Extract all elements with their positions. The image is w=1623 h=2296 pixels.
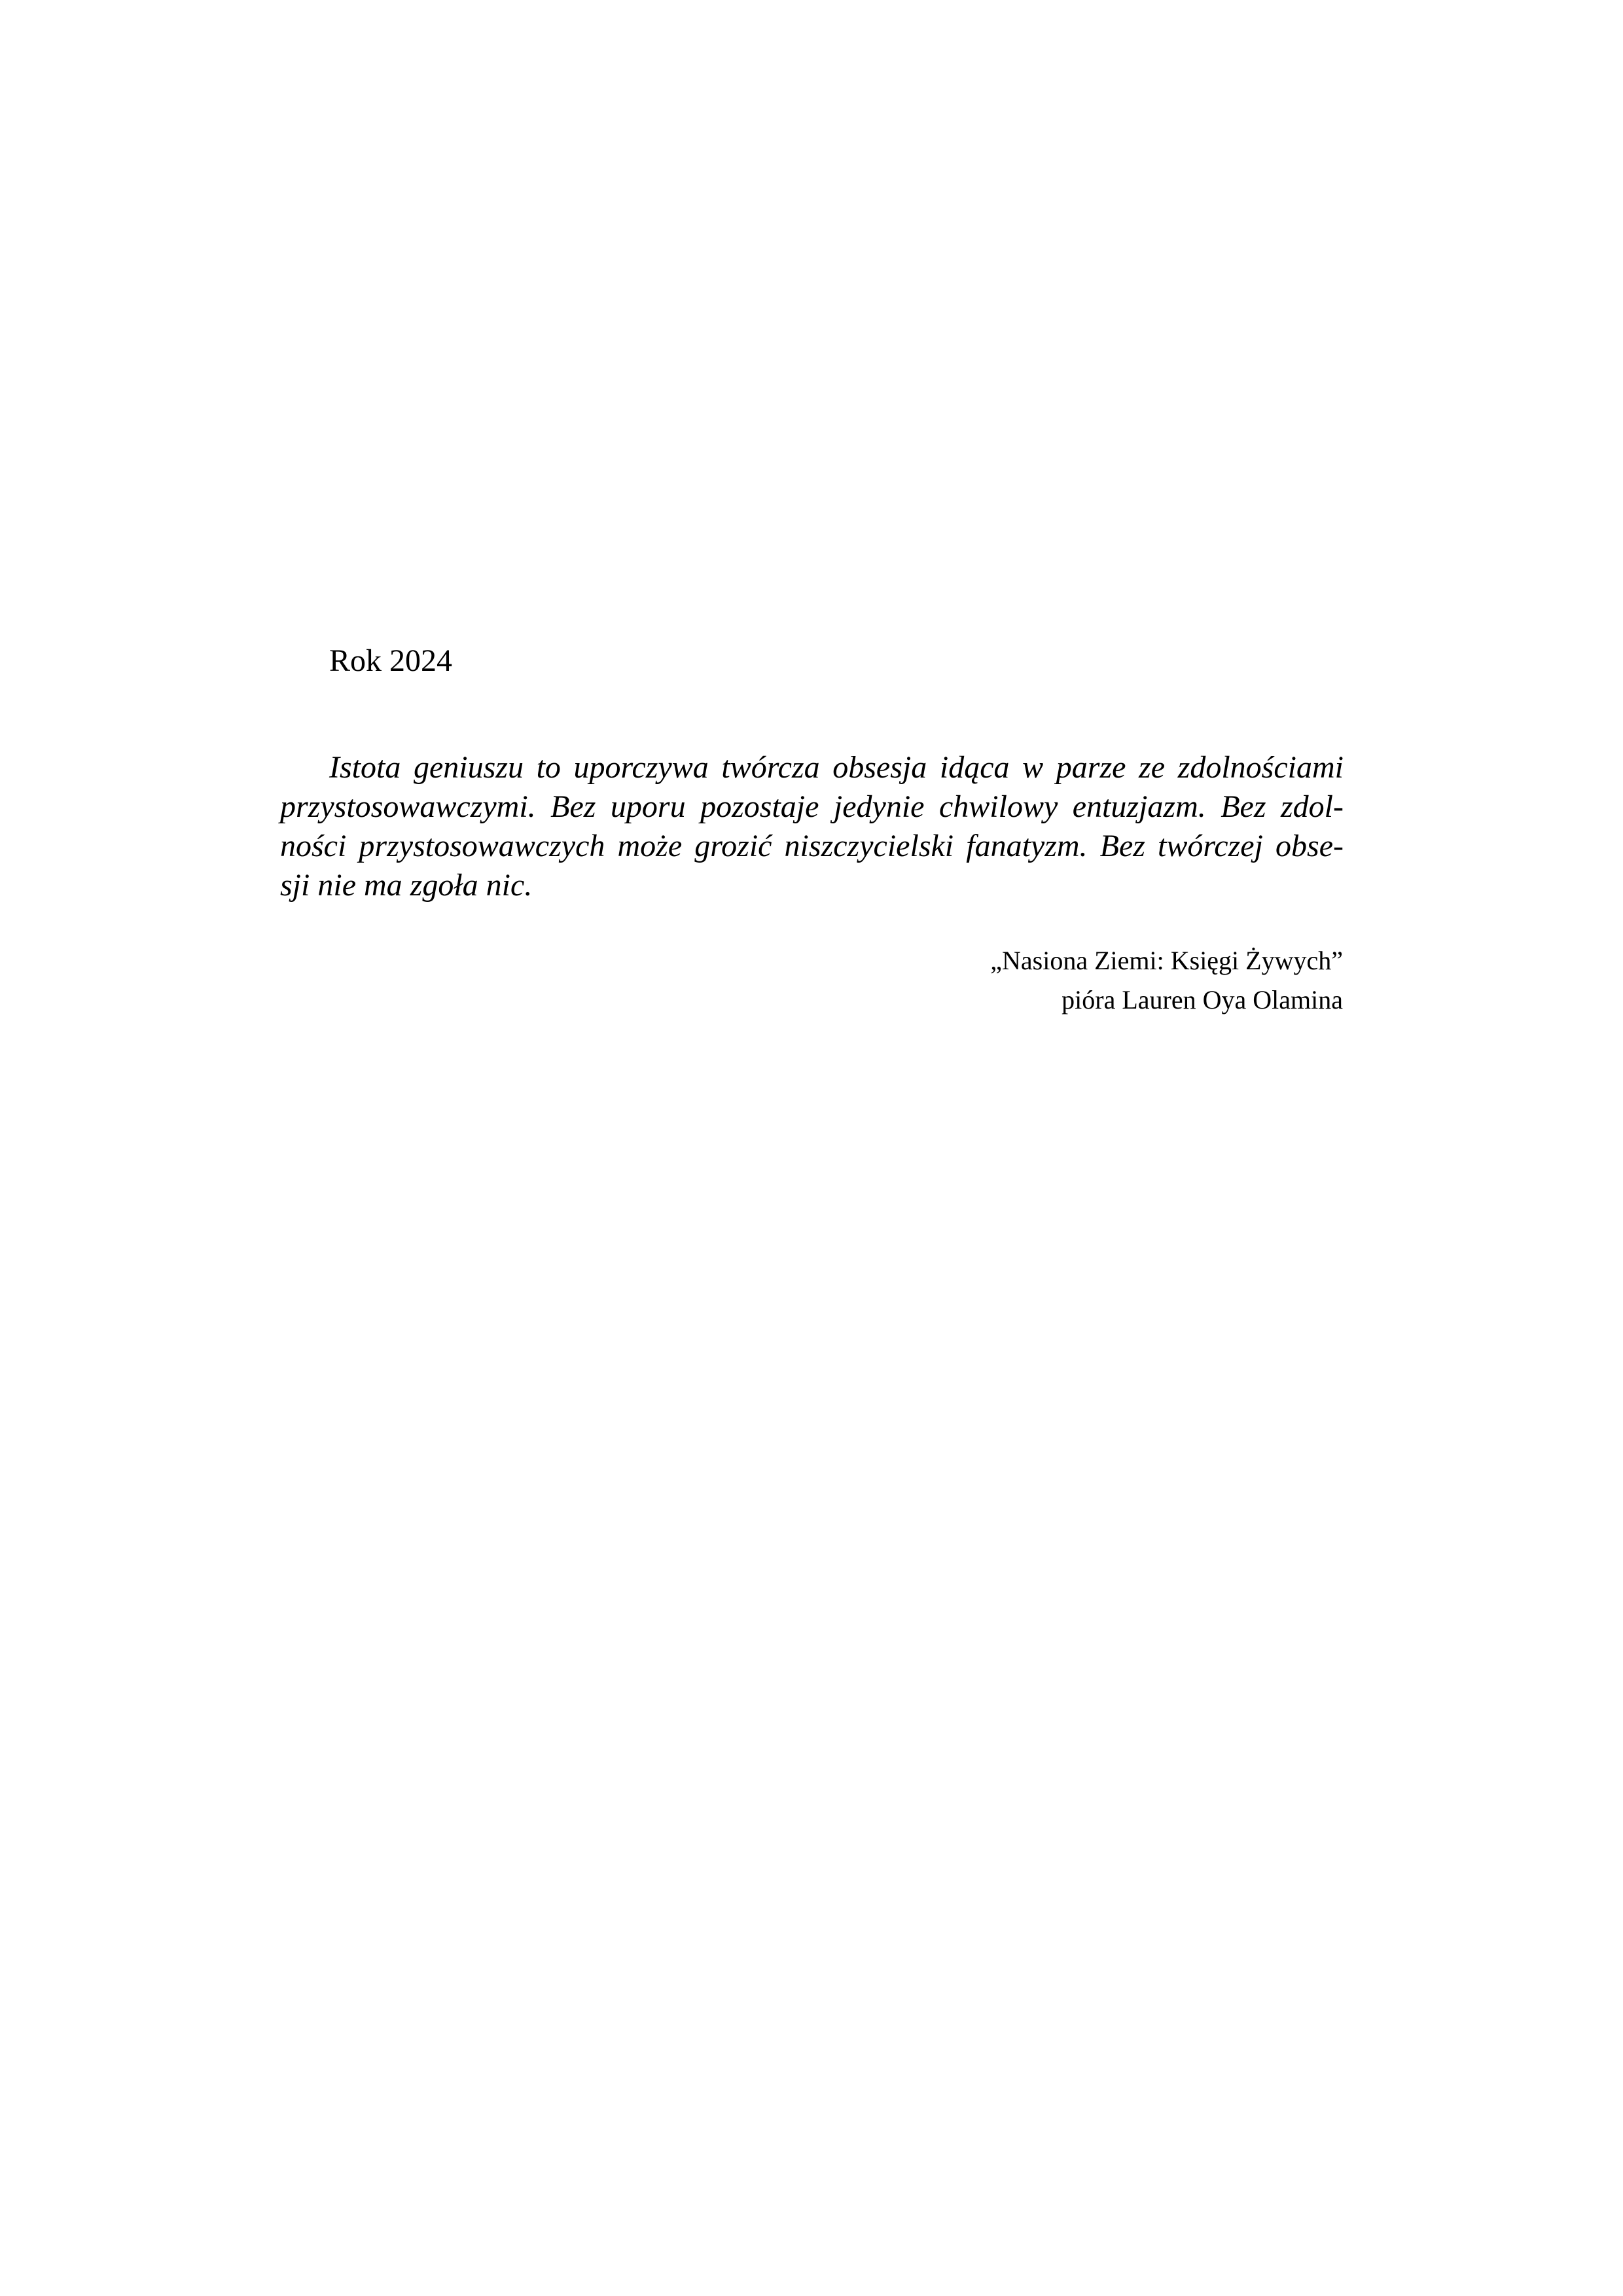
epigraph-line: ności przystosowawczych może grozić niszczycielski fanatyzm. Bez twórczej obse- [280, 829, 1344, 863]
epigraph-attribution [990, 941, 1343, 1020]
epigraph-line: sji nie ma zgoła nic. [280, 868, 533, 903]
source-author: pióra Lauren Oya Olamina [1061, 985, 1343, 1014]
source-title: „Nasiona Ziemi: Księgi Żywych” [990, 946, 1343, 975]
chapter-heading: Rok 2024 [329, 643, 453, 678]
epigraph-line: przystosowawczymi. Bez uporu pozostaje jedynie chwilowy entuzjazm. Bez zdol- [280, 789, 1344, 824]
epigraph-quote [280, 748, 1344, 905]
epigraph-line: Istota geniuszu to uporczywa twórcza obsesja idąca w parze ze zdolnościami [329, 750, 1344, 785]
